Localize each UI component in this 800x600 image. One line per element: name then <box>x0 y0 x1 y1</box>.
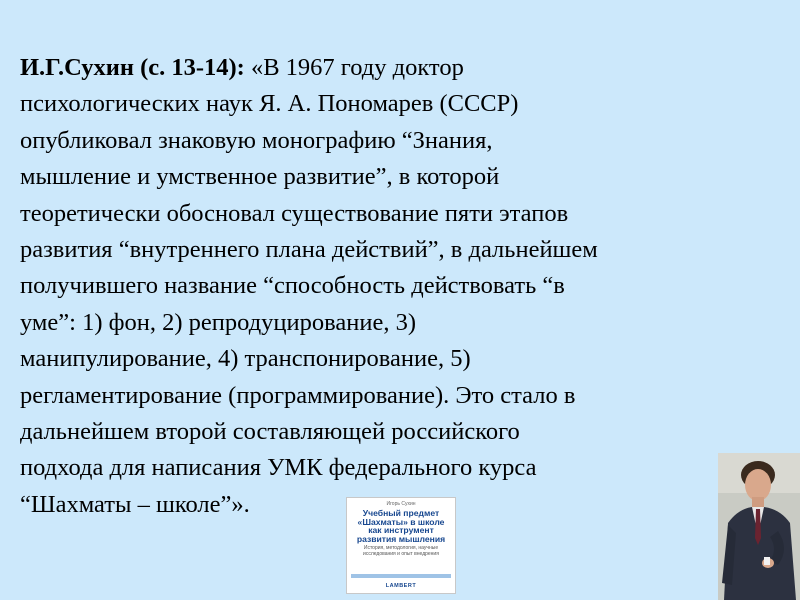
quote-line: «В 1967 году доктор <box>244 54 464 81</box>
quote-line: мышление и умственное развитие”, в которой <box>20 163 500 191</box>
book-title <box>347 509 455 543</box>
quote-line: “Шахматы – школе”». <box>20 490 250 518</box>
author-reference: И.Г.Сухин (с. 13-14): <box>20 54 245 81</box>
book-title-line: как инструмент <box>368 525 434 536</box>
quote-line: опубликовал знаковую монографию “Знания, <box>20 126 493 154</box>
book-title-line: Учебный предмет <box>362 508 440 518</box>
book-subtitle <box>347 546 455 557</box>
book-cover-image <box>346 497 456 594</box>
man-portrait-icon <box>718 453 800 600</box>
quote-line: подхода для написания УМК федерального курса <box>20 454 537 482</box>
quote-line: теоретически обосновал существование пяти этапов <box>20 199 569 227</box>
quote-line: получившего название “способность действовать “в <box>20 272 565 300</box>
quote-line: психологических наук Я. А. Пономарев (СССР) <box>20 90 519 118</box>
quote-paragraph <box>20 50 760 523</box>
quote-line: дальнейшем второй составляющей российского <box>20 418 520 446</box>
book-publisher-logo: LAMBERT <box>385 583 417 589</box>
book-subtitle-line: История, методология, научные <box>363 545 439 552</box>
book-title-line: развития мышления <box>356 533 446 544</box>
quote-line: регламентирование (программирование). Это стало в <box>20 381 576 409</box>
quote-line: манипулирование, 4) транспонирование, 5) <box>20 345 471 373</box>
book-author: Игорь Сухин <box>386 501 416 507</box>
book-subtitle-line: исследования и опыт внедрения <box>363 550 439 557</box>
book-title-line: «Шахматы» в школе <box>357 516 445 527</box>
author-photo <box>718 453 800 600</box>
first-line <box>20 50 760 86</box>
quote-line: уме”: 1) фон, 2) репродуцирование, 3) <box>20 308 417 336</box>
book-decor-band <box>351 574 451 578</box>
quote-line: развития “внутреннего плана действий”, в дальнейшем <box>20 236 598 264</box>
